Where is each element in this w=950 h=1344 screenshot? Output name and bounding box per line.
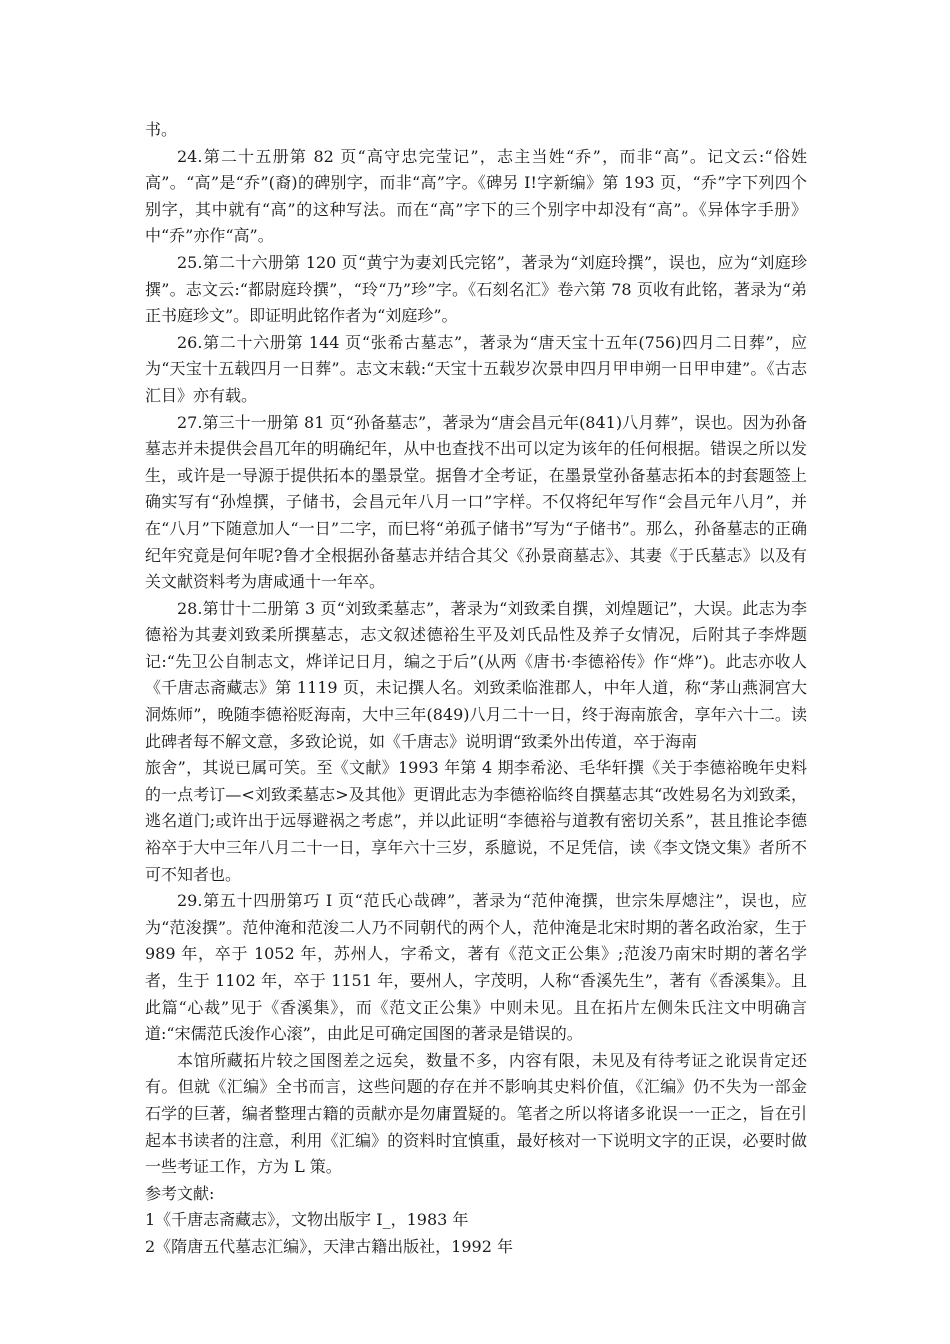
paragraph: 27.第三十一册第 81 页“孙备墓志”，著录为“唐会昌元年(841)八月葬”，误也。因为孙备墓志并未提供会昌兀年的明确纪年，从中也查找不出可以定为该年的任何根据。错误之所以发生，或许是一导源于提供拓本的墨景堂。据鲁才全考证，在墨景堂孙备墓志拓本的封套题签上确实写有“孙煌撰，子储书，会昌元年八月一口”字样。不仅将纪年写作“会昌元年八月”，并在“八月”下随意加人“一日”二字，而巳将“弟孤子储书”写为“子储书”。那么，孙备墓志的正确纪年究竟是何年呢?鲁才全根据孙备墓志并结合其父《孙景商墓志》、其妻《于氏墓志》以及有关文献资料考为唐咸通十一年卒。 <box>145 412 807 592</box>
paragraph: 29.第五十四册第巧 I 页“范氏心哉碑”，著录为“范仲淹撰，世宗朱厚熜注”，误也，应为“范浚撰”。范仲淹和范浚二人乃不同朝代的两个人，范仲淹是北宋时期的著名政治家，生于 989 年，卒于 1052 年，苏州人，字希文，著有《范文正公集》;范浚乃南宋时期的著名学者，生于 1102 年，卒于 1151 年，要州人，字茂明，人称“香溪先生”，著有《香溪集》。且此篇“心裁”见于《香溪集》，而《范文正公集》中则未见。且在拓片左侧朱氏注文中明确言道:“宋儒范氏浚作心滚”，由此足可确定国图的著录是错误的。 <box>145 891 807 1044</box>
paragraph: 25.第二十六册第 120 页“黄宁为妻刘氏完铭”，著录为“刘庭玲撰”，误也，应为“刘庭珍撰”。志文云:“都尉庭玲撰”，“玲“乃”珍”字。《石刻名汇》卷六第 78 页收有此铭，著录为“弟正书庭珍文”。即证明此铭作者为“刘庭珍”。 <box>145 252 807 326</box>
document-body <box>145 117 807 1261</box>
reference-item: 1《千唐志斋藏志》，文物出版宇 I_，1983 年 <box>145 1210 469 1230</box>
paragraph: 24.第二十五册第 82 页“高守忠完莹记”，志主当姓“乔”，而非“高”。记文云:“俗姓高”。“高”是“乔”(裔)的碑别字，而非“高”字。《碑另 I!字新编》第 193 页，“乔”字下列四个别字，其中就有“高”的这种写法。而在“高”字下的三个别字中却没有“高”。《异体字手册》中“乔”亦作“高”。 <box>145 146 807 246</box>
paragraph: 26.第二十六册第 144 页“张希古墓志”，著录为“唐天宝十五年(756)四月二日葬”，应为“天宝十五载四月一日葬”。志文末载:“天宝十五载岁次景申四月甲申朔一日甲申建”。《古志汇目》亦有载。 <box>145 332 807 405</box>
paragraph: 28.第廿十二册第 3 页“刘致柔墓志”，著录为“刘致柔自撰，刘煌题记”，大误。此志为李德裕为其妻刘致柔所撰墓志，志文叙述德裕生平及刘氏品性及养子女情况，后附其子李烨题记:“先卫公自制志文，烨详记日月，编之于后”(从两《唐书·李德裕传》作“烨”)。此志亦收人《千唐志斋藏志》第 1119 页，未记撰人名。刘致柔临淮郡人，中年人道，称“茅山燕洞宫大洞炼师”，晚随李德裕贬海南，大中三年(849)八月二十一日，终于海南旅舍，享年六十二。读此碑者每不解文意，多致论说，如《千唐志》说明谓“致柔外出传道，卒于海南 <box>145 598 807 751</box>
paragraph: 本馆所藏拓片较之国图差之远矣，数量不多，内容有限，未见及有待考证之讹误肯定还有。但就《汇编》全书而言，这些问题的存在并不影响其史料价值，《汇编》仍不失为一部金石学的巨著，编者整理古籍的贡献亦是勿庸置疑的。笔者之所以将诸多讹误一一正之，旨在引起本书读者的注意，利用《汇编》的资料时宜慎重，最好核对一下说明文字的正误，必要时做一些考证工作，方为 L 策。 <box>145 1050 807 1177</box>
references-title: 参考文献: <box>145 1183 215 1203</box>
paragraph: 书。 <box>145 120 178 139</box>
paragraph: 旅舍”，其说已属可笑。至《文献》1993 年第 4 期李希泌、毛华轩撰《关于李德裕晚年史料的一点考订—<刘致柔墓志>及其他》更谓此志为李德裕临终自撰墓志其“改姓易名为刘致柔，逃名道门;或许出于远辱避祸之考虑”，并以此证明“李德裕与道教有密切关系”，甚且推论李德裕卒于大中三年八月二十一日，享年六十三岁，系臆说，不足凭信，读《李文饶文集》者所不可不知者也。 <box>145 758 807 884</box>
reference-item: 2《隋唐五代墓志汇编》，天津古籍出版社，1992 年 <box>145 1236 513 1256</box>
